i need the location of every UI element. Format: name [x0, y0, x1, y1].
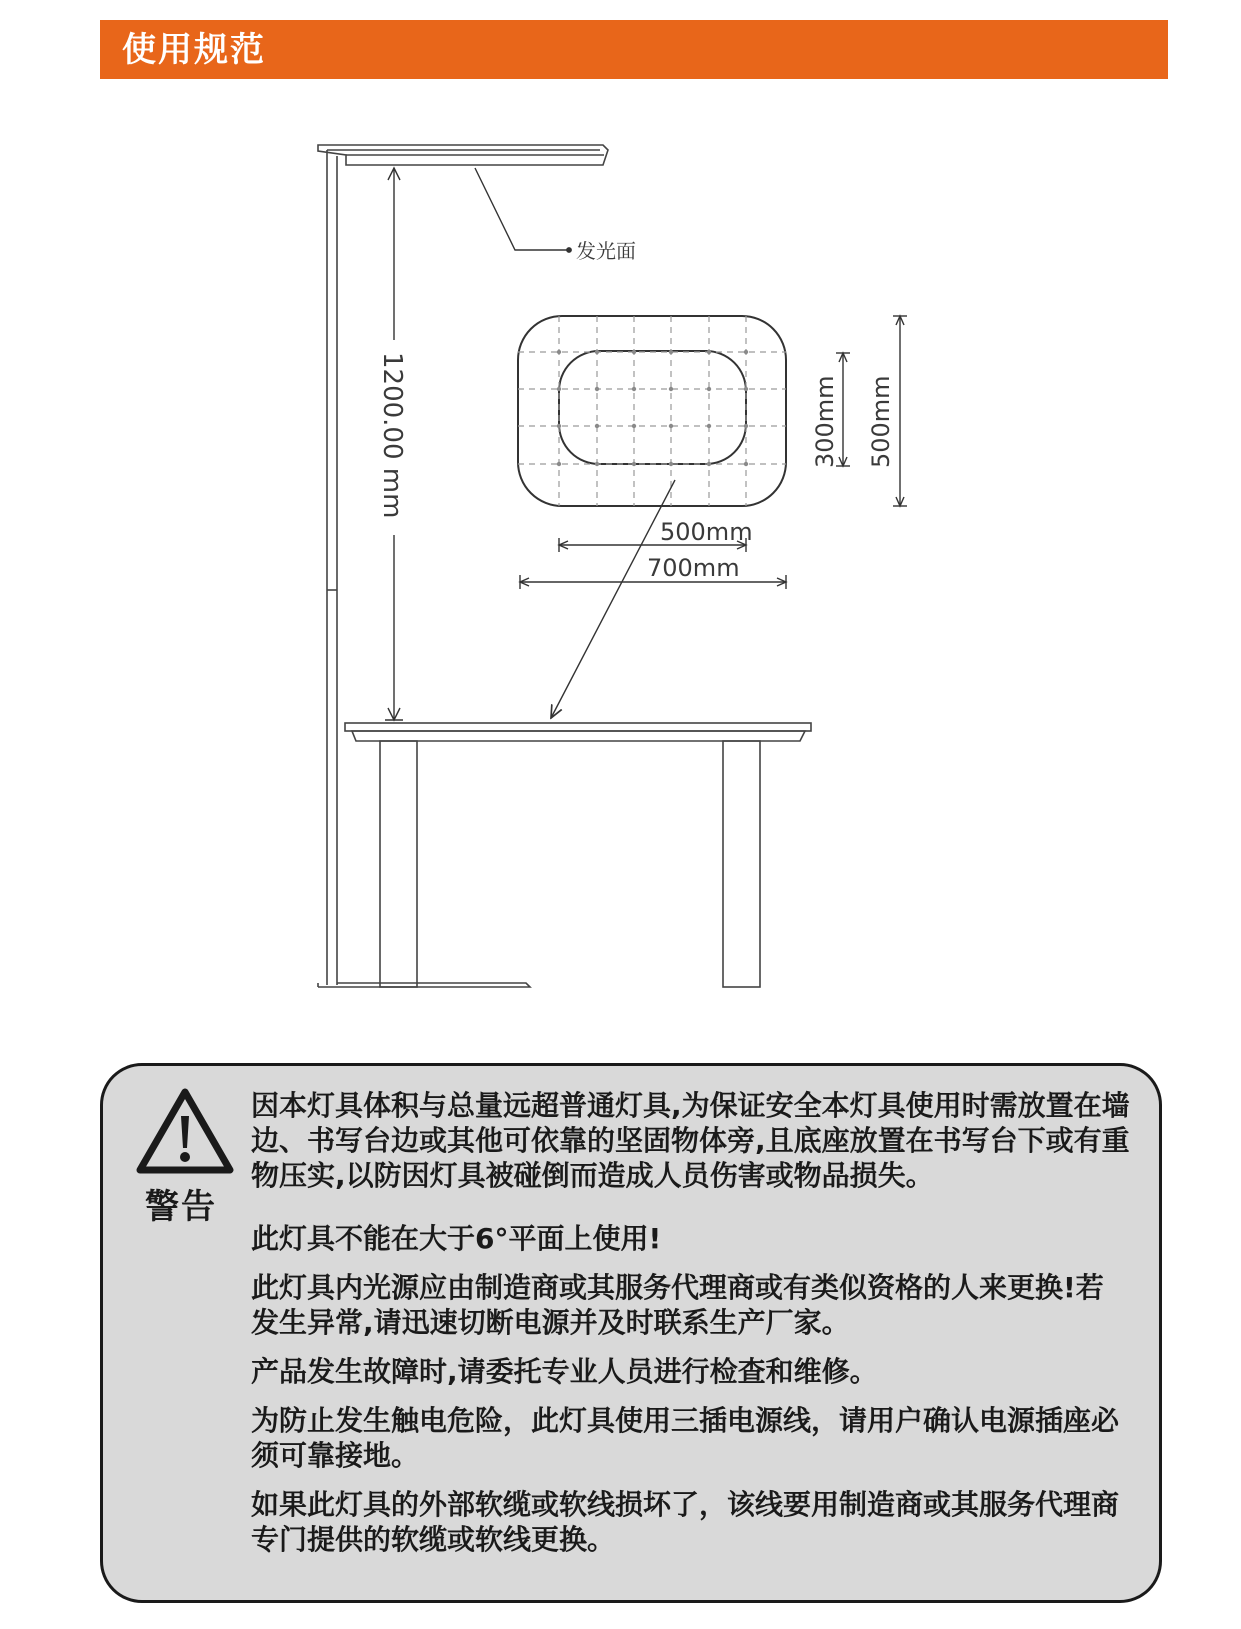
lamp-base: [318, 983, 530, 987]
outer-height-dimension: [893, 316, 907, 506]
emitting-surface-leader: [475, 168, 571, 252]
section-title: 使用规范: [122, 30, 266, 70]
desk: [345, 723, 811, 987]
warning-paragraph: 为防止发生触电危险，此灯具使用三插电源线，请用户确认电源插座必须可靠接地。: [251, 1404, 1120, 1472]
projection-arrow: [551, 480, 675, 718]
warning-paragraph: 因本灯具体积与总量远超普通灯具,为保证安全本灯具使用时需放置在墙边、书写台边或其他可依靠的坚固物体旁,且底座放置在书写台下或有重物压实,以防因灯具被碰倒而造成人员伤害或物品损失。: [251, 1089, 1130, 1192]
warning-paragraph: 此灯具不能在大于6°平面上使用!: [251, 1222, 662, 1255]
warning-paragraph: 产品发生故障时,请委托专业人员进行检查和维修。: [251, 1355, 878, 1388]
outer-width-label: 700mm: [647, 554, 740, 582]
warning-triangle-icon: [135, 1086, 235, 1176]
illumination-area: [518, 316, 786, 506]
inner-width-label: 500mm: [660, 518, 753, 546]
lamp-pole: [327, 150, 337, 985]
warning-label: 警告: [145, 1187, 217, 1227]
warning-paragraph: 此灯具内光源应由制造商或其服务代理商或有类似资格的人来更换!若发生异常,请迅速切断电源并及时联系生产厂家。: [251, 1271, 1104, 1339]
height-label: 1200.00 mm: [377, 352, 407, 519]
lamp-head: [318, 145, 608, 165]
warning-text: [251, 1088, 1131, 1571]
outer-height-label: 500mm: [867, 375, 895, 468]
warning-box: [100, 1063, 1162, 1603]
warning-paragraph: 如果此灯具的外部软缆或软线损坏了，该线要用制造商或其服务代理商专门提供的软缆或软线更换。: [251, 1488, 1120, 1556]
emitting-surface-label: 发光面: [576, 239, 636, 263]
inner-height-label: 300mm: [811, 375, 839, 468]
